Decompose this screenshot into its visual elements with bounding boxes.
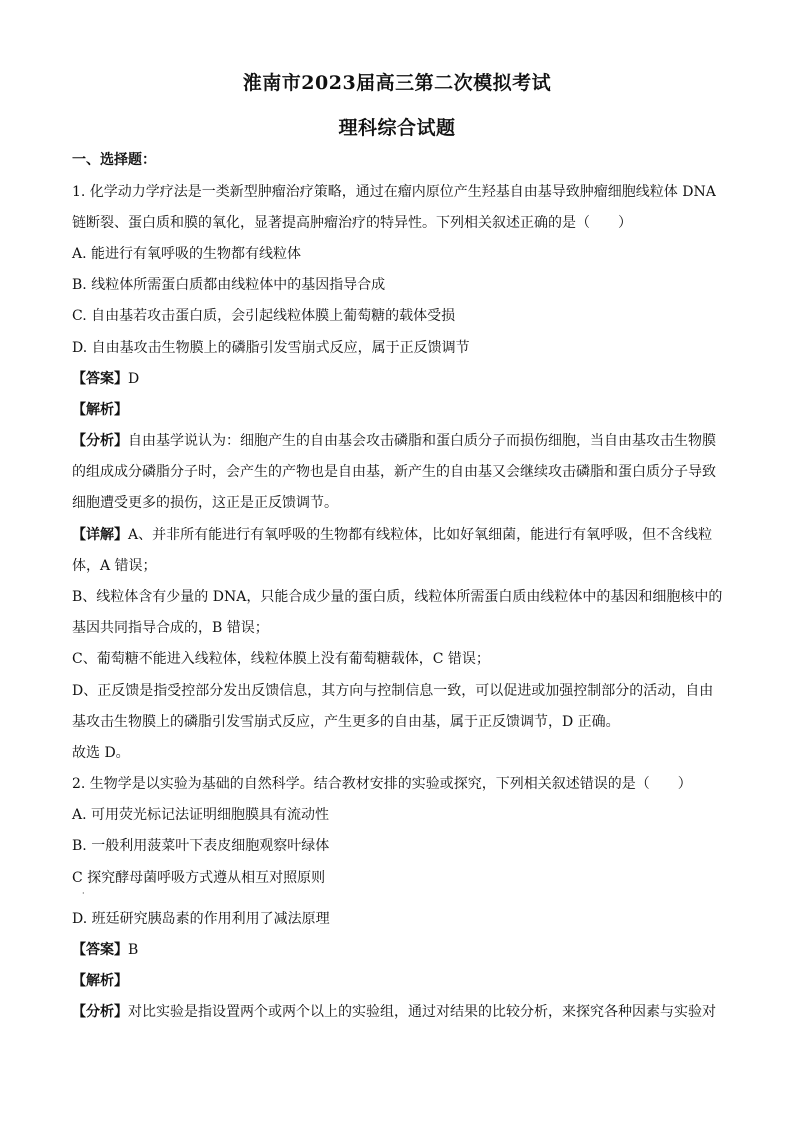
q2-fenxi-line1: [72, 1002, 722, 1022]
fenxi-tag: 【分析】: [72, 1004, 128, 1020]
q1-xiangjie-line1: [72, 525, 722, 545]
q1-fenxi-line3: 细胞遭受更多的损伤，这正是正反馈调节。: [72, 495, 338, 511]
q2-option-b: B. 一般利用菠菜叶下表皮细胞观察叶绿体: [72, 838, 330, 854]
answer-tag: 【答案】: [72, 371, 128, 387]
xiangjie-tag: 【详解】: [72, 527, 128, 543]
section-heading: 一、选择题：: [72, 152, 156, 168]
q1-xiangjie-line8: 故选 D。: [72, 745, 130, 761]
q1-option-c: C. 自由基若攻击蛋白质，会引起线粒体膜上葡萄糖的载体受损: [72, 308, 456, 324]
q1-xiangjie-line7: 基攻击生物膜上的磷脂引发雪崩式反应，产生更多的自由基，属于正反馈调节，D 正确。: [72, 714, 620, 730]
fenxi-tag: 【分析】: [72, 433, 128, 449]
q1-xiangjie-line2: 体，A 错误；: [72, 558, 157, 574]
q1-xiangjie-line5: C、葡萄糖不能进入线粒体，线粒体膜上没有葡萄糖载体，C 错误；: [72, 651, 490, 667]
q1-analysis-tag: 【解析】: [72, 402, 128, 418]
q2-answer: [72, 940, 722, 960]
stray-dot-mark: ·: [82, 889, 85, 898]
q2-analysis-tag: 【解析】: [72, 973, 128, 989]
q1-fenxi-line1: [72, 431, 722, 451]
q2-option-d: D. 班廷研究胰岛素的作用利用了减法原理: [72, 911, 330, 927]
q1-option-d: D. 自由基攻击生物膜上的磷脂引发雪崩式反应，属于正反馈调节: [72, 340, 470, 356]
q1-option-a: A. 能进行有氧呼吸的生物都有线粒体: [72, 246, 302, 262]
q2-option-a: A. 可用荧光标记法证明细胞膜具有流动性: [72, 807, 330, 823]
fenxi-text: 对比实验是指设置两个或两个以上的实验组，通过对结果的比较分析，来探究各种因素与实验对: [128, 1004, 716, 1020]
q1-stem-line2: 链断裂、蛋白质和膜的氧化，显著提高肿瘤治疗的特异性。下列相关叙述正确的是（ ）: [72, 215, 632, 231]
answer-tag: 【答案】: [72, 942, 128, 958]
document-subtitle: 理科综合试题: [338, 117, 456, 139]
q2-option-c: C 探究酵母菌呼吸方式遵从相互对照原则: [72, 870, 326, 886]
q1-xiangjie-line3: B、线粒体含有少量的 DNA，只能合成少量的蛋白质，线粒体所需蛋白质由线粒体中的基因和细胞核中的: [72, 589, 723, 605]
answer-value: D: [128, 371, 140, 387]
q1-xiangjie-line4: 基因共同指导合成的，B 错误；: [72, 620, 269, 636]
q1-xiangjie-line6: D、正反馈是指受控部分发出反馈信息，其方向与控制信息一致，可以促进或加强控制部分的活动，自由: [72, 683, 714, 699]
q1-option-b: B. 线粒体所需蛋白质都由线粒体中的基因指导合成: [72, 277, 386, 293]
q1-stem-line1: 1. 化学动力学疗法是一类新型肿瘤治疗策略，通过在瘤内原位产生羟基自由基导致肿瘤细胞线粒体 DNA: [72, 184, 716, 200]
fenxi-text: 自由基学说认为：细胞产生的自由基会攻击磷脂和蛋白质分子而损伤细胞，当自由基攻击生物膜: [128, 433, 716, 449]
q1-fenxi-line2: 的组成成分磷脂分子时，会产生的产物也是自由基，新产生的自由基又会继续攻击磷脂和蛋白质分子导致: [72, 464, 716, 480]
q2-stem: 2. 生物学是以实验为基础的自然科学。结合教材安排的实验或探究，下列相关叙述错误的是（ ）: [72, 776, 692, 792]
xiangjie-text: A、并非所有能进行有氧呼吸的生物都有线粒体，比如好氧细菌，能进行有氧呼吸，但不含线粒: [128, 527, 713, 543]
q1-answer: [72, 369, 722, 389]
answer-value: B: [128, 942, 139, 958]
document-title: 淮南市2023届高三第二次模拟考试: [242, 72, 552, 94]
